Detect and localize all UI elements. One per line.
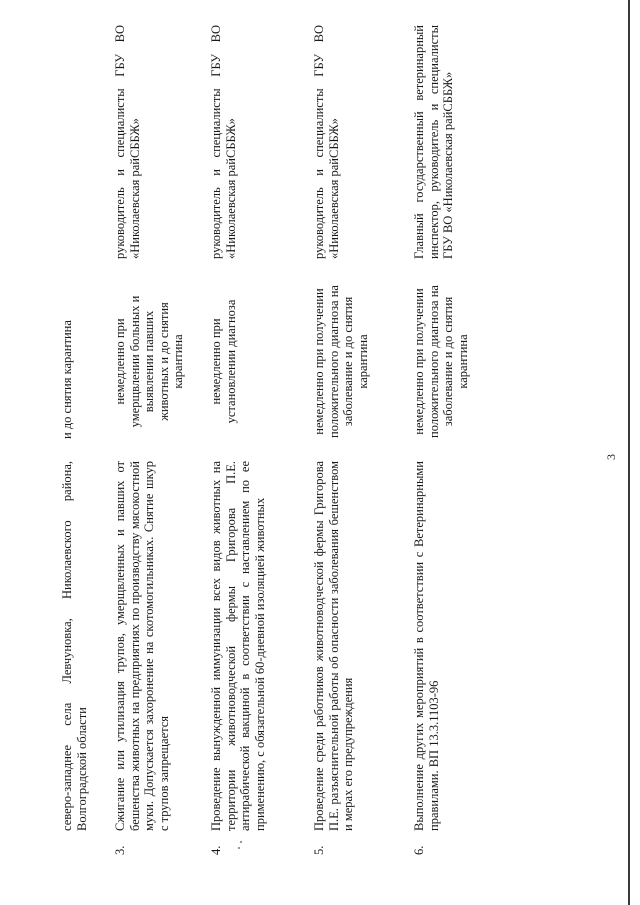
page-number: 3 [604,454,618,460]
term-text: немедленно при умерщвлении больных и выявлении павших животных и до снятия карантина [113,295,185,428]
measure-text: Проведение вынужденной иммунизации всех видов животных на территории животноводческой фермы Григорова П.Е. антирабической вакциной в соответствии с наставлением по ее применению, с обязательной 60-дневной изоляцией животных [209,461,267,831]
row-number: 6. [412,845,426,855]
responsible-text: Главный государственный ветеринарный инспектор, руководитель и специалисты ГБУ ВО «Николаевская райСББЖ» [412,25,455,259]
scan-edge-line [628,0,630,905]
term-text: и до снятия карантина [60,320,74,439]
responsible-text: руководитель и специалисты ГБУ ВО «Николаевская райСББЖ» [113,25,142,259]
row-number: 4. [209,845,223,855]
responsible-text: руководитель и специалисты ГБУ ВО «Николаевская райСББЖ» [209,25,238,259]
row-number: 3. [113,845,127,855]
term-text: немедленно при установлении диагноза [209,299,238,424]
term-text: немедленно при получении положительного диагноза на заболевание и до снятия карантина [312,285,370,438]
responsible-text: руководитель и специалисты ГБУ ВО «Николаевская райСББЖ» [312,25,341,259]
measure-text: Проведение среди работников животноводческой фермы Григорова П.Е. разъяснительной работы об опасности заболевания бешенством и мерах его предупреждения [312,461,355,831]
measure-text: Сжигание или утилизация трупов, умерщвленных и павших от бешенства животных на предприятиях по производству мясокостной муки. Допускается захоронение на скотомогильниках. Снятие шкур с трупов запрещается [113,461,171,831]
scan-speck [240,841,242,843]
term-text: немедленно при получении положительного диагноза на заболевание и до снятия карантина [412,285,470,438]
measure-text: северо-западнее села Левчуновка, Николаевского района, Волгоградской области [60,461,89,831]
measure-text: Выполнение других мероприятий в соответствии с Ветеринарными правилами. ВП 13.3.1103-96 [412,461,441,831]
scan-speck [238,847,240,849]
row-number: 5. [312,845,326,855]
